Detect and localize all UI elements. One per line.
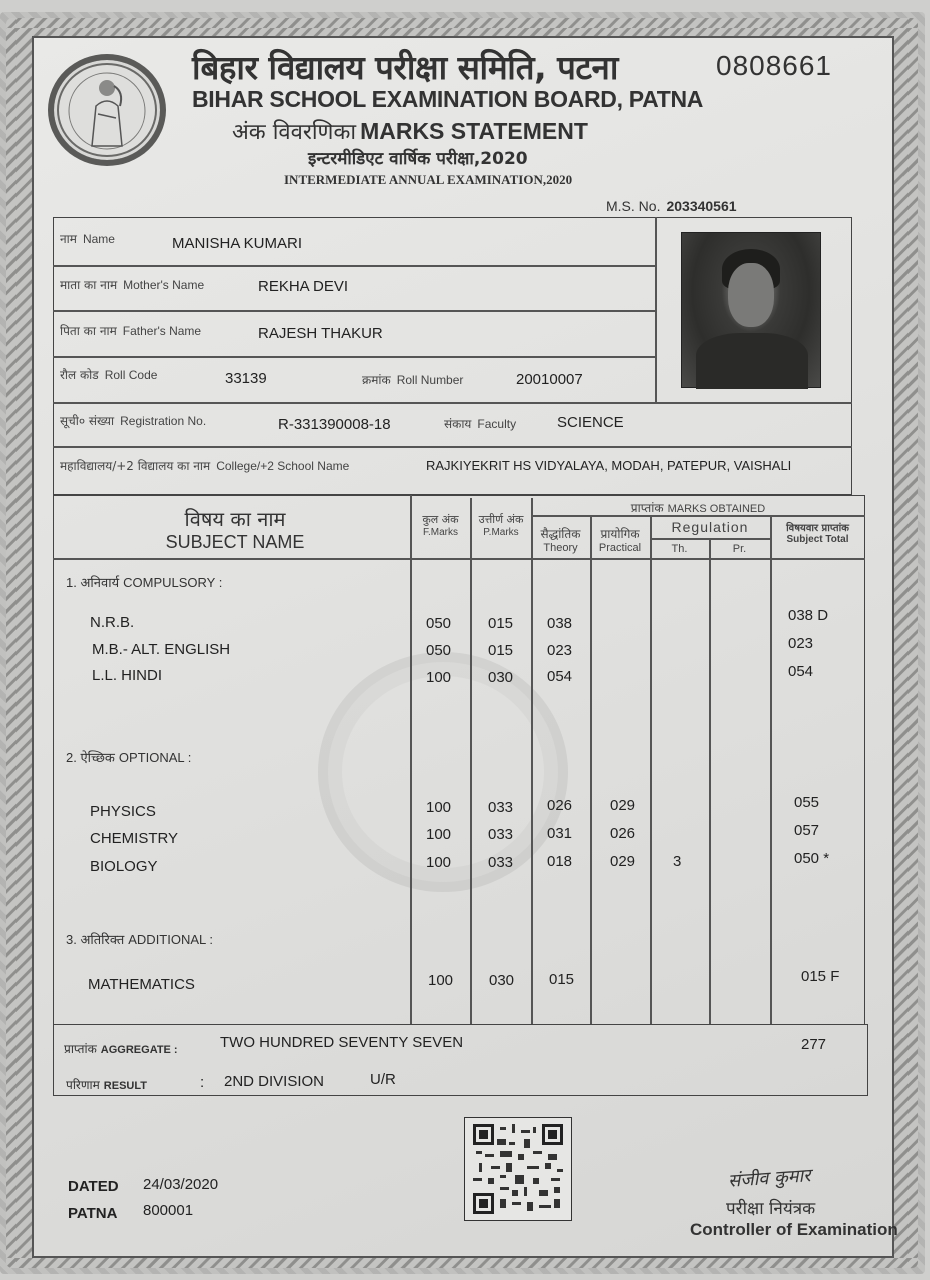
pass-marks-header (471, 512, 531, 538)
practical-header (590, 525, 650, 554)
regulation-theory-marks: 3 (673, 853, 682, 870)
exam-title-hindi: इन्टरमीडिएट वार्षिक परीक्षा,2020 (308, 149, 528, 169)
practical-english: Practical (598, 542, 642, 554)
college-label-english: College/+2 School Name (216, 459, 350, 473)
college-label-hindi: महाविद्यालय/+2 विद्यालय का नाम (60, 459, 211, 473)
section-label-hindi: ऐच्छिक (80, 751, 115, 766)
aggregate-value: 277 (801, 1036, 827, 1053)
theory-marks: 026 (547, 797, 573, 814)
subject-name: M.B.- ALT. ENGLISH (92, 641, 231, 658)
practical-marks: 029 (610, 797, 636, 814)
roll-code-label-hindi: रौल कोड (60, 368, 99, 382)
pmarks-hindi: उत्तीर्ण अंक (478, 513, 524, 526)
row-divider (53, 310, 655, 312)
registration-label (60, 412, 206, 429)
pass-marks: 033 (488, 799, 514, 816)
registration-label-english: Registration No. (120, 414, 207, 428)
result-label-english: RESULT (103, 1080, 147, 1092)
issue-date: 24/03/2020 (143, 1176, 219, 1193)
subject-name-header (60, 505, 410, 553)
section-label-english: ADDITIONAL : (128, 932, 214, 947)
registration-number: R-331390008-18 (278, 416, 391, 433)
subject-total: 054 (788, 663, 814, 680)
subject-header-hindi: विषय का नाम (184, 507, 286, 531)
marks-obtained-header (531, 499, 865, 516)
photo-body (696, 333, 808, 389)
board-title-english: BIHAR SCHOOL EXAMINATION BOARD, PATNA (192, 86, 704, 112)
result-remark: U/R (370, 1071, 396, 1088)
student-photo (681, 232, 821, 388)
row-divider (53, 446, 852, 448)
regulation-practical-header: Pr. (732, 543, 747, 555)
full-marks-header (411, 512, 470, 538)
section-label-hindi: अतिरिक्त (80, 933, 125, 948)
section-label-hindi: अनिवार्य (80, 576, 120, 591)
column-line (709, 538, 711, 1025)
serial-number: 0808661 (716, 50, 833, 81)
result-label (66, 1076, 147, 1093)
result-label-hindi: परिणाम (66, 1078, 100, 1092)
subject-total-header (770, 520, 865, 545)
board-title-hindi: बिहार विद्यालय परीक्षा समिति, पटना (192, 48, 618, 87)
roll-code-label (60, 366, 157, 383)
fmarks-hindi: कुल अंक (422, 513, 459, 526)
row-divider (53, 265, 655, 267)
theory-marks: 023 (547, 642, 573, 659)
row-divider (53, 402, 852, 404)
result-division: 2ND DIVISION (224, 1073, 325, 1090)
full-marks: 100 (426, 854, 452, 871)
column-line (770, 515, 772, 1025)
practical-hindi: प्रायोगिक (600, 527, 640, 541)
subject-total: 038 D (788, 607, 829, 624)
faculty-label (444, 415, 516, 432)
pass-marks: 015 (488, 642, 514, 659)
statement-title-hindi: अंक विवरणिका (232, 120, 357, 145)
row-divider (53, 356, 655, 358)
subject-total: 023 (788, 635, 814, 652)
name-label (60, 230, 115, 247)
full-marks: 100 (426, 826, 452, 843)
theory-english: Theory (543, 542, 578, 554)
pass-marks: 030 (488, 669, 514, 686)
section-optional (66, 748, 191, 766)
mother-label-english: Mother's Name (123, 278, 205, 292)
section-label-english: OPTIONAL : (118, 750, 192, 765)
place-label: PATNA (68, 1205, 118, 1222)
marks-statement-title (232, 116, 588, 146)
subject-total: 055 (794, 794, 820, 811)
regulation-header: Regulation (671, 519, 749, 535)
exam-title-english: INTERMEDIATE ANNUAL EXAMINATION,2020 (284, 172, 573, 187)
board-seal-logo (48, 54, 166, 166)
dated-label: DATED (68, 1178, 119, 1195)
father-name-label (60, 322, 201, 339)
full-marks: 100 (428, 972, 454, 989)
obtained-english: MARKS OBTAINED (667, 503, 766, 515)
practical-marks: 029 (610, 853, 636, 870)
theory-marks: 038 (547, 615, 573, 632)
full-marks: 050 (426, 642, 452, 659)
subject-name: L.L. HINDI (92, 667, 163, 684)
faculty-label-hindi: संकाय (444, 417, 472, 431)
column-line (650, 515, 652, 1025)
roll-number-label-english: Roll Number (396, 373, 464, 387)
fmarks-english: F.Marks (423, 527, 458, 538)
ms-number-label: M.S. No. (606, 198, 661, 214)
photo-face (728, 263, 774, 327)
controller-title-english: Controller of Examination (690, 1220, 898, 1239)
obtained-hindi: प्राप्तांक (630, 501, 664, 515)
pin-code: 800001 (143, 1202, 194, 1219)
total-english: Subject Total (786, 534, 849, 545)
section-compulsory (66, 573, 222, 591)
ms-number (606, 198, 737, 214)
faculty-label-english: Faculty (477, 417, 517, 431)
table-header-divider (53, 558, 865, 560)
total-hindi: विषयवार प्राप्तांक (786, 523, 849, 534)
father-label-hindi: पिता का नाम (60, 324, 117, 338)
subject-total: 057 (794, 822, 820, 839)
practical-marks: 026 (610, 825, 636, 842)
roll-number-label (362, 371, 463, 388)
pass-marks: 033 (488, 854, 514, 871)
father-name: RAJESH THAKUR (258, 325, 383, 342)
roll-number: 20010007 (516, 371, 583, 388)
pmarks-english: P.Marks (483, 527, 519, 538)
aggregate-words: TWO HUNDRED SEVENTY SEVEN (220, 1034, 464, 1051)
regulation-theory-header: Th. (671, 543, 688, 555)
subject-name: N.R.B. (90, 614, 135, 631)
full-marks: 100 (426, 669, 452, 686)
theory-marks: 018 (547, 853, 573, 870)
mother-name: REKHA DEVI (258, 278, 349, 295)
aggregate-label-hindi: प्राप्तांक (64, 1042, 97, 1056)
theory-header (531, 525, 590, 554)
section-number: 2. (66, 750, 77, 765)
pass-marks: 033 (488, 826, 514, 843)
theory-marks: 031 (547, 825, 573, 842)
father-label-english: Father's Name (122, 324, 202, 338)
aggregate-label (64, 1040, 178, 1057)
result-colon: : (200, 1074, 205, 1091)
theory-marks: 015 (549, 971, 575, 988)
roll-code: 33139 (225, 370, 267, 387)
qr-code (464, 1117, 572, 1221)
roll-code-label-english: Roll Code (104, 368, 158, 382)
theory-marks: 054 (547, 668, 573, 685)
student-name: MANISHA KUMARI (172, 235, 303, 252)
mother-name-label (60, 276, 204, 293)
aggregate-label-english: AGGREGATE : (100, 1044, 178, 1056)
mother-label-hindi: माता का नाम (60, 278, 118, 292)
section-additional (66, 930, 213, 948)
section-number: 1. (66, 575, 77, 590)
full-marks: 100 (426, 799, 452, 816)
pass-marks: 015 (488, 615, 514, 632)
name-label-english: Name (82, 232, 115, 246)
college-label (60, 457, 349, 474)
subject-name: CHEMISTRY (90, 830, 179, 847)
name-label-hindi: नाम (60, 232, 77, 246)
section-label-english: COMPULSORY : (123, 575, 223, 590)
subject-name: PHYSICS (90, 803, 156, 820)
controller-title-hindi: परीक्षा नियंत्रक (726, 1199, 816, 1219)
roll-number-label-hindi: क्रमांक (362, 373, 391, 387)
college-name: RAJKIYEKRIT HS VIDYALAYA, MODAH, PATEPUR, VAISHALI (426, 458, 792, 473)
section-number: 3. (66, 932, 77, 947)
subject-name: MATHEMATICS (88, 976, 195, 993)
faculty: SCIENCE (557, 414, 624, 431)
controller-signature: संजीव कुमार (727, 1165, 812, 1192)
subject-name: BIOLOGY (90, 858, 158, 875)
column-line (590, 515, 592, 1025)
theory-hindi: सैद्धांतिक (540, 527, 581, 541)
subject-header-english: SUBJECT NAME (165, 532, 305, 552)
subject-total: 015 F (801, 968, 840, 985)
subject-total: 050 * (794, 850, 830, 867)
registration-label-hindi: सूची० संख्या (60, 414, 115, 428)
ms-number-value: 203340561 (666, 198, 737, 214)
statement-title-english: MARKS STATEMENT (360, 118, 588, 144)
full-marks: 050 (426, 615, 452, 632)
pass-marks: 030 (489, 972, 515, 989)
photo-divider (655, 217, 657, 403)
